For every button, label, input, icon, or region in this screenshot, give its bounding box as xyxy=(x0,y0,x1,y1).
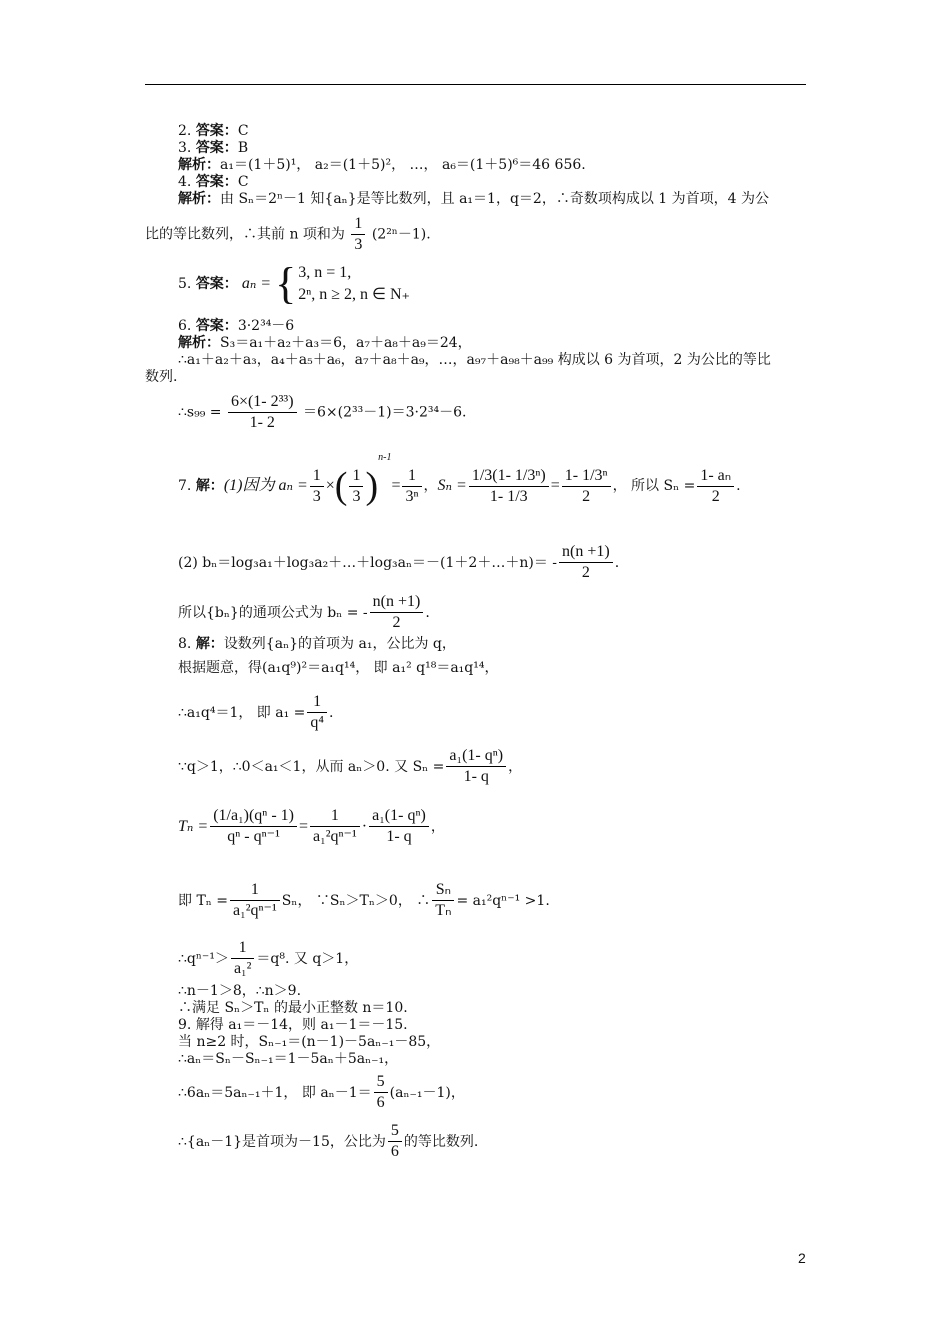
frac-den: 1- q xyxy=(386,828,412,845)
fraction xyxy=(559,542,613,583)
solution-text: 根据题意，得(a₁q⁹)²＝a₁q¹⁴， 即 a₁² q¹⁸＝a₁q¹⁴， xyxy=(178,660,499,676)
analysis-text: ∴a₁＋a₂＋a₃，a₄＋a₅＋a₆，a₇＋a₈＋a₉，…，a₉₇＋a₉₈＋a₉₉ 构成以 6 为首项，2 为公比的等比 xyxy=(178,352,771,368)
analysis-text: 由 Sₙ＝2ⁿ－1 知{aₙ}是等比数列，且 a₁＝1，q＝2，∴奇数项构成以 1 为首项，4 为公 xyxy=(220,191,769,207)
solution-text: ∴满足 Sₙ＞Tₙ 的最小正整数 n＝10. xyxy=(178,1000,408,1016)
solution-text: 的等比数列. xyxy=(403,1133,479,1150)
paren: ) xyxy=(365,465,379,507)
formula-text: 所以{bₙ}的通项公式为 bₙ = - xyxy=(178,604,368,621)
frac-num: a₁(1- qⁿ) xyxy=(446,746,506,767)
punctuation: . xyxy=(614,554,620,571)
fraction xyxy=(230,880,280,921)
fraction xyxy=(369,806,429,847)
formula-text: Sₙ = xyxy=(437,477,467,494)
solution-9-line2 xyxy=(178,1034,440,1050)
answer-value: C xyxy=(237,123,249,139)
punctuation: ， xyxy=(430,818,445,835)
solution-9-line5 xyxy=(178,1121,478,1162)
analysis-text: a₁＝(1＋5)¹， a₂＝(1＋5)²， …， a₆＝(1＋5)⁶＝46 656. xyxy=(220,157,586,173)
frac-den: 1- 2 xyxy=(249,414,275,431)
analysis-text: ＝6×(2³³－1)＝3·2³⁴－6. xyxy=(303,404,467,421)
frac-den: 1- 1/3 xyxy=(489,487,528,505)
fraction xyxy=(307,692,327,733)
answer-6 xyxy=(178,318,294,334)
fraction xyxy=(432,880,454,921)
operator: = xyxy=(391,477,401,494)
solution-text: Sₙ， ∵Sₙ＞Tₙ＞0， ∴ xyxy=(281,892,431,909)
fraction xyxy=(349,466,363,507)
operator: · xyxy=(361,817,368,835)
analysis-6-line3 xyxy=(145,369,177,385)
answer-4 xyxy=(178,174,249,190)
frac-num: 6×(1- 2³³) xyxy=(228,392,297,413)
header-rule xyxy=(145,84,806,85)
answer-2 xyxy=(178,123,249,139)
question-number: 3. xyxy=(178,140,192,156)
frac-num: 1 xyxy=(402,466,421,487)
question-number: 9. xyxy=(178,1017,192,1033)
solution-9-line4 xyxy=(178,1072,465,1113)
fraction xyxy=(402,466,421,507)
analysis-text: (2²ⁿ－1). xyxy=(371,226,431,243)
solution-text: ∴6aₙ＝5aₙ₋₁＋1， 即 aₙ－1＝ xyxy=(178,1084,372,1101)
solution-8-line4 xyxy=(178,746,522,787)
frac-den: 2 xyxy=(392,614,401,631)
punctuation: . xyxy=(736,478,741,494)
answer-3 xyxy=(178,140,248,156)
frac-num: n(n +1) xyxy=(370,592,424,613)
solution-8-line5 xyxy=(178,806,445,847)
solution-text: ∴a₁q⁴＝1， 即 a₁ = xyxy=(178,704,306,721)
fraction xyxy=(351,214,365,255)
frac-den: a₁²qⁿ⁻¹ xyxy=(313,828,357,845)
solution-text: ∴aₙ＝Sₙ－Sₙ₋₁＝1－5aₙ＋5aₙ₋₁， xyxy=(178,1051,399,1067)
solution-label: 解： xyxy=(195,636,224,652)
frac-den: 3ⁿ xyxy=(405,487,419,505)
frac-num: 5 xyxy=(388,1121,402,1142)
frac-num: a₁(1- qⁿ) xyxy=(369,806,429,827)
answer-label: 答案： xyxy=(195,140,238,156)
formula-text: (1)因为 aₙ = xyxy=(223,477,308,494)
punctuation: . xyxy=(328,704,334,721)
solution-9-line3 xyxy=(178,1051,398,1067)
solution-8-line3 xyxy=(178,692,333,733)
frac-num: 1 xyxy=(307,692,327,713)
frac-num: 1- 1/3ⁿ xyxy=(562,466,611,487)
frac-num: 1- aₙ xyxy=(697,466,734,487)
formula-text: (2) bₙ＝log₃a₁＋log₃a₂＋…＋log₃aₙ＝－(1＋2＋…＋n)＝ - xyxy=(178,554,557,571)
answer-label: 答案： xyxy=(195,123,238,139)
fraction xyxy=(469,466,549,507)
analysis-4-line1 xyxy=(178,191,769,207)
frac-den: q⁴ xyxy=(310,714,324,731)
solution-label: 解： xyxy=(195,478,224,494)
fraction xyxy=(231,938,254,979)
frac-num: Sₙ xyxy=(432,880,454,901)
page-number: 2 xyxy=(798,1250,806,1266)
frac-num: 1 xyxy=(351,214,365,235)
solution-text: 解得 a₁＝－14，则 a₁－1＝－15. xyxy=(195,1017,408,1033)
solution-text: = a₁²qⁿ⁻¹ >1. xyxy=(456,892,550,909)
solution-text: 当 n≥2 时，Sₙ₋₁＝(n－1)－5aₙ₋₁－85， xyxy=(178,1034,441,1050)
solution-7-part3 xyxy=(178,592,430,633)
question-number: 2. xyxy=(178,123,192,139)
fraction xyxy=(374,1072,388,1113)
piecewise-system xyxy=(275,259,410,308)
answer-label: 答案： xyxy=(195,318,238,334)
question-number: 8. xyxy=(178,636,192,652)
frac-den: 1- q xyxy=(463,768,489,785)
case-row: 3, n = 1, xyxy=(298,264,352,281)
answer-label: 答案： xyxy=(195,174,238,190)
fraction xyxy=(310,466,324,507)
frac-den: 6 xyxy=(376,1094,385,1111)
frac-den: a₁² xyxy=(233,960,252,977)
frac-den: 2 xyxy=(582,487,591,505)
punctuation: . xyxy=(425,604,430,621)
frac-den: 3 xyxy=(352,487,361,505)
solution-text: (aₙ₋₁－1)， xyxy=(389,1084,465,1101)
analysis-3 xyxy=(178,157,586,173)
question-number: 6. xyxy=(178,318,192,334)
answer-value: B xyxy=(237,140,249,156)
answer-value: C xyxy=(237,174,249,190)
question-number: 4. xyxy=(178,174,192,190)
analysis-6-line1 xyxy=(178,335,472,351)
analysis-label: 解析： xyxy=(178,157,220,173)
solution-text: ∴qⁿ⁻¹＞ xyxy=(178,950,229,967)
solution-8-line1 xyxy=(178,636,456,652)
formula-text: ， 所以 Sₙ = xyxy=(612,478,696,494)
analysis-text: ∴s₉₉ = xyxy=(178,404,222,421)
frac-den: 3 xyxy=(312,487,321,505)
solution-8-line7 xyxy=(178,938,358,979)
solution-text: ∴n－1＞8，∴n＞9. xyxy=(178,983,302,999)
left-brace: { xyxy=(275,259,297,308)
fraction xyxy=(697,466,734,507)
case-row: 2ⁿ, n ≥ 2, n ∈ N₊ xyxy=(298,286,410,303)
answer-label: 答案： xyxy=(195,276,238,292)
frac-num: 1 xyxy=(230,880,280,901)
solution-8-line6 xyxy=(178,880,550,921)
punctuation: ， xyxy=(508,758,523,775)
frac-num: 1 xyxy=(349,466,363,487)
analysis-label: 解析： xyxy=(178,191,220,207)
solution-text: 设数列{aₙ}的首项为 a₁，公比为 q， xyxy=(223,636,456,652)
frac-den: 2 xyxy=(711,487,720,505)
fraction xyxy=(388,1121,402,1162)
solution-8-line8 xyxy=(178,983,301,999)
solution-text: 即 Tₙ = xyxy=(178,892,229,909)
frac-num: 1/3(1- 1/3ⁿ) xyxy=(469,466,549,487)
analysis-6-line4 xyxy=(178,392,466,433)
solution-text: ∴{aₙ－1}是首项为－15，公比为 xyxy=(178,1133,386,1150)
frac-num: 1 xyxy=(231,938,254,959)
frac-den: a₁²qⁿ⁻¹ xyxy=(233,902,277,919)
frac-num: 5 xyxy=(374,1072,388,1093)
solution-text: ＝q⁸. 又 q＞1， xyxy=(256,950,359,967)
frac-num: n(n +1) xyxy=(559,542,613,563)
solution-7-part2 xyxy=(178,542,619,583)
fraction xyxy=(228,392,297,433)
solution-7-part1: 7. 解： (1)因为 aₙ = $\frac{1}{3}$ × ( $\frac{1}{3}$ ) n-1 = $\frac{1}{\text{3ⁿ}}$ ， Sₙ = $\frac{\text{1/3(1- 1/3ⁿ)}}{1- 1/3}$ = $\frac{\text{1- 1/3ⁿ}}{2}$ ， 所以 Sₙ = $\frac{\text{1- aₙ}}{2}$ . xyxy=(178,452,741,507)
analysis-text: 比的等比数列，∴其前 n 项和为 xyxy=(145,226,345,243)
fraction xyxy=(210,806,297,847)
fraction xyxy=(562,466,611,507)
frac-num: 1 xyxy=(310,466,324,487)
frac-den: 2 xyxy=(581,564,590,581)
frac-den: Tₙ xyxy=(435,902,452,919)
answer-5 xyxy=(178,259,410,308)
answer-value: 3·2³⁴－6 xyxy=(237,318,295,334)
solution-9-line1 xyxy=(178,1017,408,1033)
fraction xyxy=(446,746,506,787)
question-number: 7. xyxy=(178,478,192,494)
solution-8-line2 xyxy=(178,660,498,676)
frac-den: qⁿ - qⁿ⁻¹ xyxy=(227,828,280,845)
punctuation: ， xyxy=(423,478,438,494)
frac-num: (1/a₁)(qⁿ - 1) xyxy=(210,806,297,827)
fraction xyxy=(370,592,424,633)
operator: × xyxy=(325,477,335,494)
analysis-text: 数列. xyxy=(145,369,178,385)
fraction xyxy=(310,806,360,847)
formula-lhs: aₙ = xyxy=(241,275,272,292)
analysis-label: 解析： xyxy=(178,335,220,351)
analysis-4-line2 xyxy=(145,214,431,255)
paren: ( xyxy=(334,465,348,507)
analysis-6-line2 xyxy=(178,352,771,368)
analysis-text: S₃＝a₁＋a₂＋a₃＝6，a₇＋a₈＋a₉＝24， xyxy=(220,335,472,351)
frac-den: 3 xyxy=(354,236,363,253)
solution-text: ∵q＞1，∴0＜a₁＜1，从而 aₙ＞0. 又 Sₙ = xyxy=(178,758,445,775)
frac-den: 6 xyxy=(390,1143,399,1160)
question-number: 5. xyxy=(178,276,192,292)
solution-8-line9 xyxy=(178,1000,408,1016)
formula-text: Tₙ = xyxy=(178,817,209,835)
operator: = xyxy=(299,817,309,835)
frac-num: 1 xyxy=(310,806,360,827)
